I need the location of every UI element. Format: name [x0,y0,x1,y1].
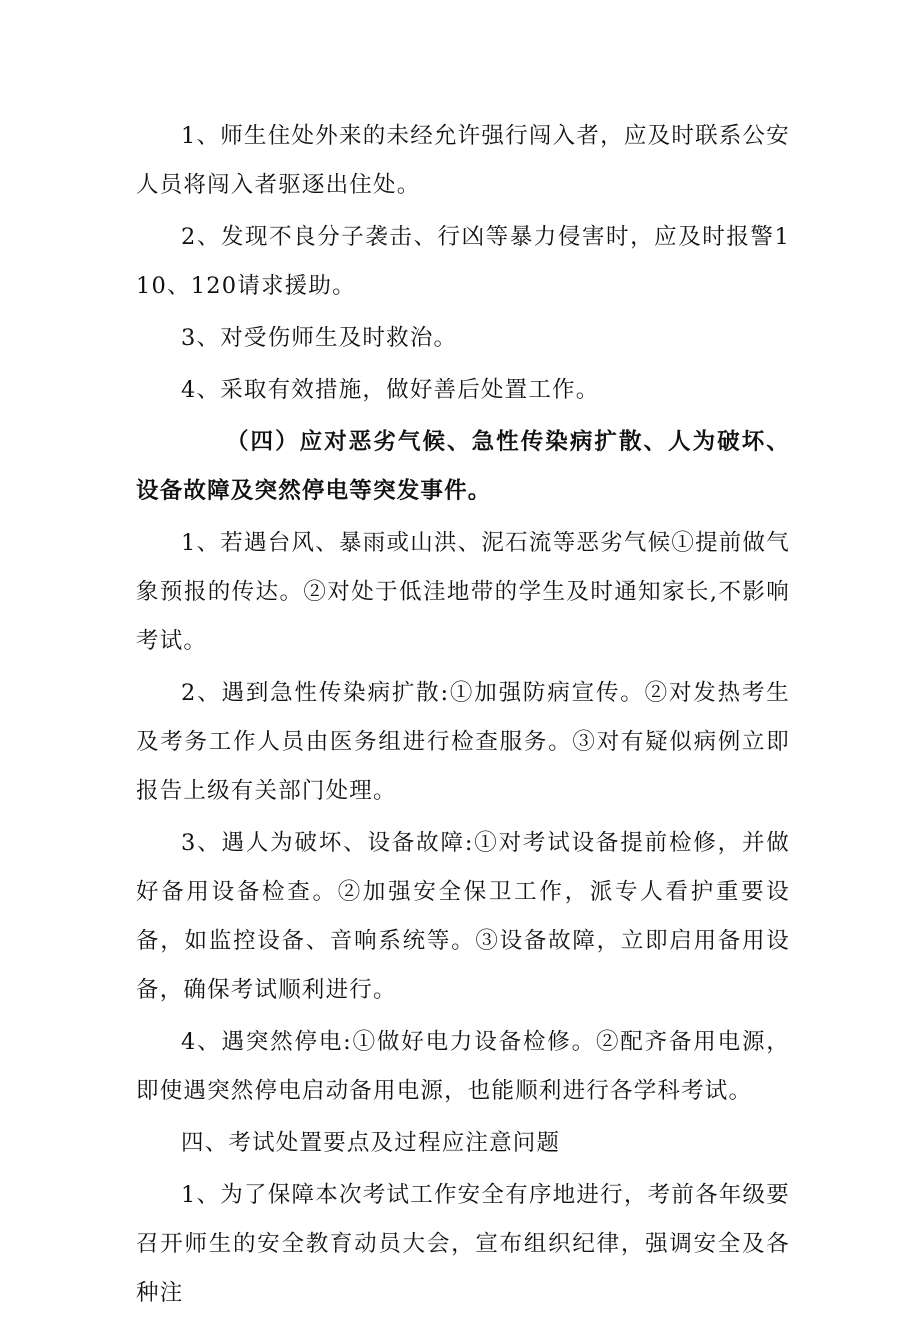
section-heading-4: （四）应对恶劣气候、急性传染病扩散、人为破坏、设备故障及突然停电等突发事件。 [136,429,790,504]
document-page [136,112,790,1321]
paragraph-3: 3、对受伤师生及时救治。 [181,325,458,351]
paragraph-8: 4、遇突然停电:①做好电力设备检修。②配齐备用电源，即使遇突然停电启动备用电源，也能顺利进行各学科考试。 [136,1029,790,1104]
section-heading-main: 四、考试处置要点及过程应注意问题 [181,1130,561,1156]
paragraph-9: 1、为了保障本次考试工作安全有序地进行，考前各年级要召开师生的安全教育动员大会，宣布组织纪律，强调安全及各种注 [136,1182,790,1306]
paragraph-5: 1、若遇台风、暴雨或山洪、泥石流等恶劣气候①提前做气象预报的传达。②对处于低洼地带的学生及时通知家长,不影响考试。 [136,530,790,654]
paragraph-2: 2、发现不良分子袭击、行凶等暴力侵害时，应及时报警110、120请求援助。 [136,224,790,299]
paragraph-6: 2、遇到急性传染病扩散:①加强防病宣传。②对发热考生及考务工作人员由医务组进行检查服务。③对有疑似病例立即报告上级有关部门处理。 [136,680,790,804]
paragraph-4: 4、采取有效措施，做好善后处置工作。 [181,377,600,403]
paragraph-7: 3、遇人为破坏、设备故障:①对考试设备提前检修，并做好备用设备检查。②加强安全保卫工作，派专人看护重要设备，如监控设备、音响系统等。③设备故障，立即启用备用设备，确保考试顺利进行。 [136,830,790,1003]
paragraph-1: 1、师生住处外来的未经允许强行闯入者，应及时联系公安人员将闯入者驱逐出住处。 [136,123,790,198]
